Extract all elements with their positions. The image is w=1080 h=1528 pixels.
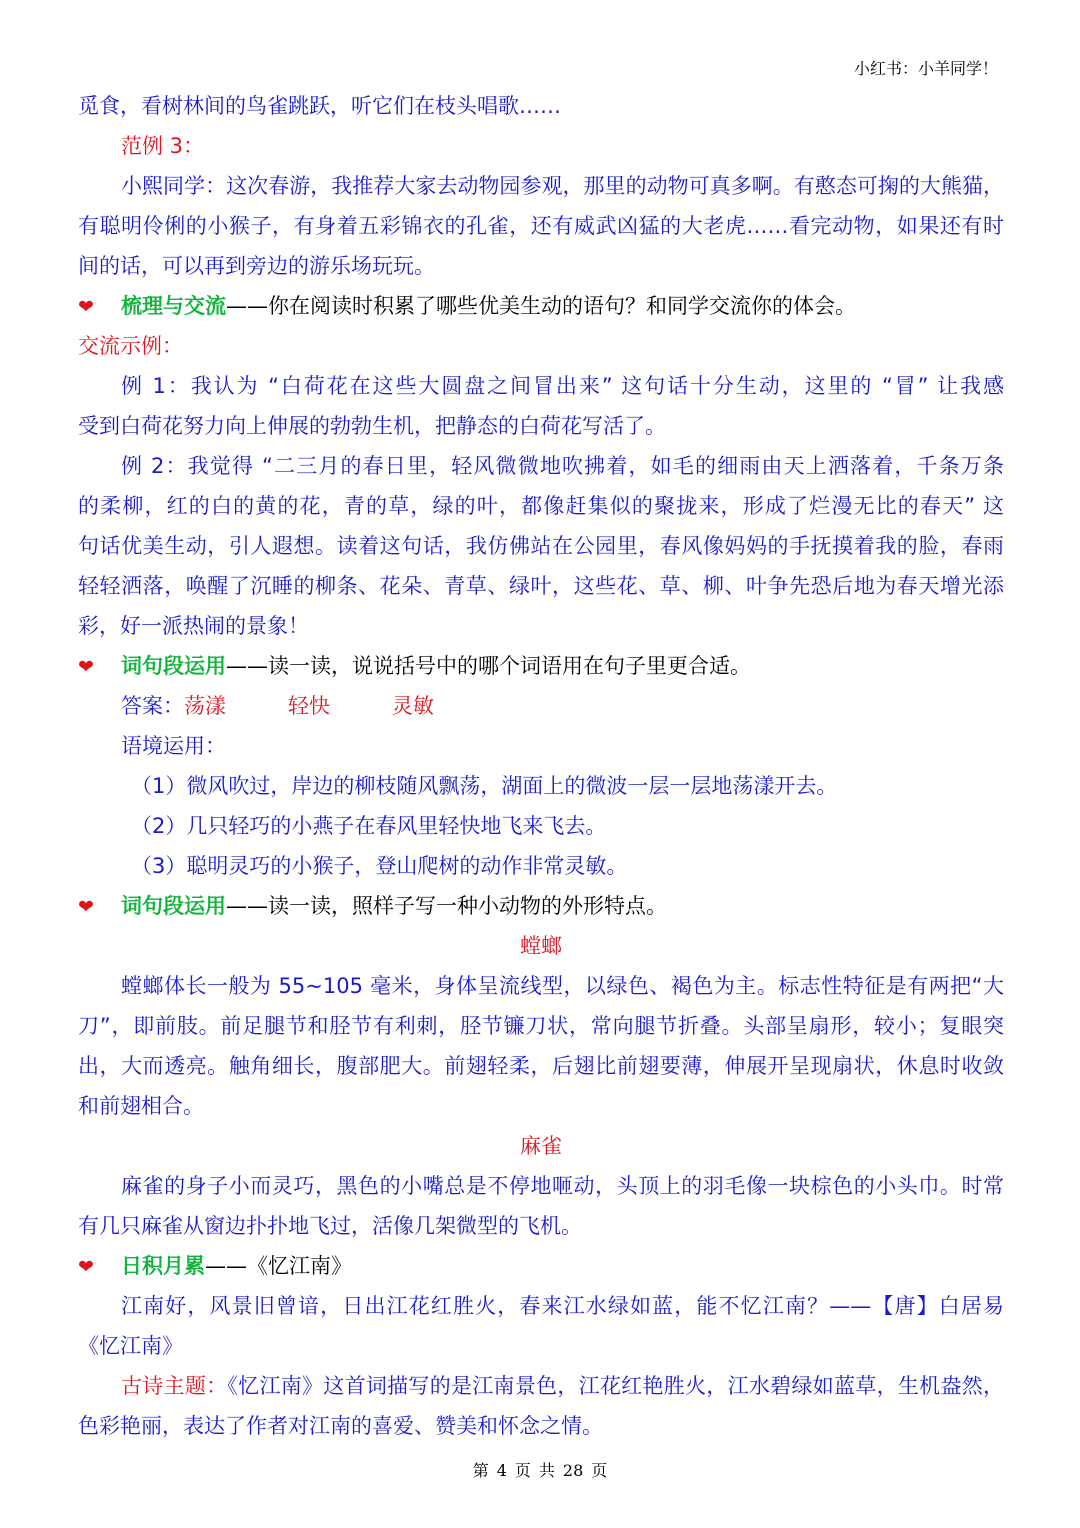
text-line: 有几只麻雀从窗边扑扑地飞过，活像几架微型的飞机。	[78, 1214, 582, 1238]
current-page: 4	[496, 1461, 507, 1480]
text-line: 色彩艳丽，表达了作者对江南的喜爱、赞美和怀念之情。	[78, 1414, 603, 1438]
text-line: 小熙同学：这次春游，我推荐大家去动物园参观，那里的动物可真多啊。有憨态可掬的大熊猫，	[121, 174, 1004, 198]
answer-word: 荡漾	[184, 694, 226, 718]
page-number	[0, 1458, 1080, 1481]
heart-icon: ❤	[78, 896, 94, 918]
section-prompt: ——《忆江南》	[205, 1254, 352, 1278]
heart-icon: ❤	[78, 296, 94, 318]
text-line: 麻雀的身子小而灵巧，黑色的小嘴总是不停地咂动，头顶上的羽毛像一块棕色的小头巾。时常	[121, 1174, 1004, 1198]
theme-label: 古诗主题：	[121, 1374, 228, 1398]
text-line: 受到白荷花努力向上伸展的勃勃生机，把静态的白荷花写活了。	[78, 414, 666, 438]
text-line: 彩，好一派热闹的景象！	[78, 614, 309, 638]
section-prompt: ——读一读，说说括号中的哪个词语用在句子里更合适。	[226, 654, 751, 678]
section-heading	[78, 286, 1004, 326]
section-title: 日积月累	[121, 1254, 205, 1278]
page-label: 第	[472, 1461, 489, 1480]
answer-word: 灵敏	[392, 694, 434, 718]
source-watermark: 小红书：小羊同学！	[853, 59, 998, 78]
text-line: 间的话，可以再到旁边的游乐场玩玩。	[78, 254, 435, 278]
answer-line	[78, 686, 1004, 726]
text-line: 螳螂体长一般为 55~105 毫米，身体呈流线型，以绿色、褐色为主。标志性特征是有两把“大	[121, 974, 1004, 998]
example-3-label: 范例 3：	[121, 134, 205, 158]
context-label: 语境运用：	[121, 734, 226, 758]
text-line: 有聪明伶俐的小猴子，有身着五彩锦衣的孔雀，还有威武凶猛的大老虎……看完动物，如果还有时	[78, 214, 1004, 238]
total-pages: 28	[562, 1461, 584, 1480]
text-line: 的柔柳，红的白的黄的花，青的草，绿的叶，都像赶集似的聚拢来，形成了烂漫无比的春天” 这	[78, 494, 1004, 518]
section-prompt: ——读一读，照样子写一种小动物的外形特点。	[226, 894, 667, 918]
text-line: 例 1：我认为 “白荷花在这些大圆盘之间冒出来” 这句话十分生动，这里的 “冒” 让我感	[121, 374, 1004, 398]
text-line: 句话优美生动，引人遐想。读着这句话，我仿佛站在公园里，春风像妈妈的手抚摸着我的脸，春雨	[78, 534, 1004, 558]
context-item: （2）几只轻巧的小燕子在春风里轻快地飞来飞去。	[131, 814, 607, 838]
text-line: 出，大而透亮。触角细长，腹部肥大。前翅轻柔，后翅比前翅要薄，伸展开呈现扇状，休息时收敛	[78, 1054, 1004, 1078]
text-line: 例 2：我觉得 “二三月的春日里，轻风微微地吹拂着，如毛的细雨由天上洒落着，千条万条	[121, 454, 1004, 478]
section-heading	[78, 886, 1004, 926]
heart-icon: ❤	[78, 656, 94, 678]
text-line: 觅食，看树林间的鸟雀跳跃，听它们在枝头唱歌……	[78, 94, 561, 118]
mantis-title: 螳螂	[520, 934, 562, 958]
context-item: （3）聪明灵巧的小猴子，登山爬树的动作非常灵敏。	[131, 854, 628, 878]
poem-line: 《忆江南》	[78, 1334, 183, 1358]
section-title: 词句段运用	[121, 894, 226, 918]
section-heading	[78, 646, 1004, 686]
example-label: 交流示例：	[78, 334, 183, 358]
poem-line: 江南好，风景旧曾谙，日出江花红胜火，春来江水绿如蓝，能不忆江南？——【唐】白居易	[121, 1294, 1004, 1318]
text-line: 和前翅相合。	[78, 1094, 204, 1118]
page-label: 页	[514, 1461, 531, 1480]
poem-theme-line	[78, 1366, 1004, 1406]
section-title: 梳理与交流	[121, 294, 226, 318]
context-item: （1）微风吹过，岸边的柳枝随风飘荡，湖面上的微波一层一层地荡漾开去。	[131, 774, 838, 798]
section-heading	[78, 1246, 1004, 1286]
page-content	[78, 86, 1004, 1446]
section-title: 词句段运用	[121, 654, 226, 678]
theme-text: 《忆江南》这首词描写的是江南景色，江花红艳胜火，江水碧绿如蓝草，生机盎然，	[227, 1374, 1004, 1398]
page-label: 共	[538, 1461, 555, 1480]
text-line: 轻轻洒落，唤醒了沉睡的柳条、花朵、青草、绿叶，这些花、草、柳、叶争先恐后地为春天增光添	[78, 574, 1004, 598]
text-line: 刀”，即前肢。前足腿节和胫节有利刺，胫节镰刀状，常向腿节折叠。头部呈扇形，较小；复眼突	[78, 1014, 1004, 1038]
page-label: 页	[591, 1461, 608, 1480]
heart-icon: ❤	[78, 1256, 94, 1278]
section-prompt: ——你在阅读时积累了哪些优美生动的语句？和同学交流你的体会。	[226, 294, 856, 318]
answer-label: 答案：	[121, 694, 184, 718]
sparrow-title: 麻雀	[520, 1134, 562, 1158]
answer-word: 轻快	[288, 694, 330, 718]
